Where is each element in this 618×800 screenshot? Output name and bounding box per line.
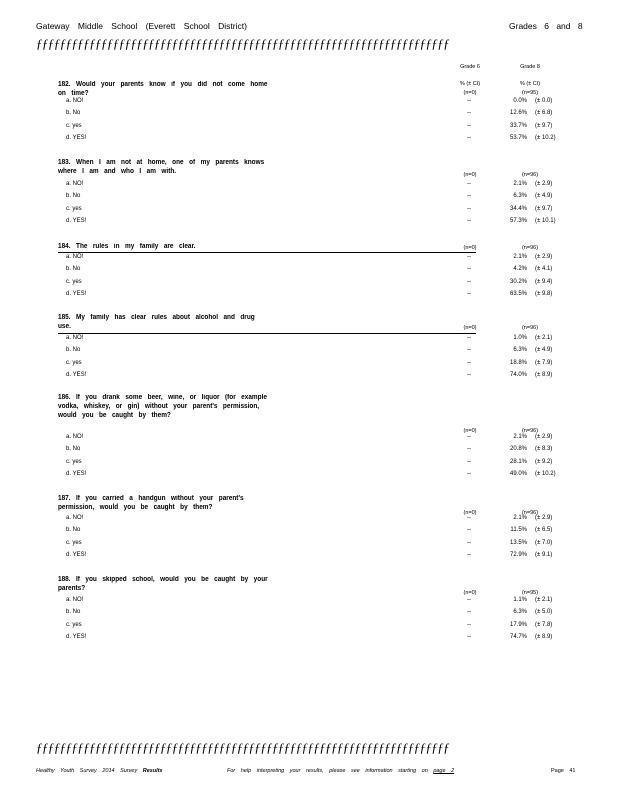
question-wording: Would your parents know if you did not come home on time?: [58, 81, 268, 97]
response-label: b. No: [66, 609, 81, 616]
question-number: 185.: [58, 314, 71, 321]
grade8-ci: (± 9.8): [535, 291, 553, 298]
grade8-percent: 17.9%: [509, 621, 527, 628]
grade6-value: --: [467, 110, 471, 117]
response-row: [0, 459, 618, 471]
school-name: Gateway Middle School (Everett School District): [36, 21, 247, 31]
grade6-value: --: [467, 266, 471, 273]
grade6-value: --: [467, 372, 471, 379]
question-number: 188.: [58, 576, 71, 583]
response-label: d. YES!: [66, 135, 87, 142]
response-row: [0, 609, 618, 621]
question-number: 184.: [58, 243, 71, 250]
grade6-n: (n=0): [463, 90, 477, 96]
pct-ci-header: % (± CI): [519, 81, 541, 87]
response-row: [0, 634, 618, 646]
grade6-value: --: [467, 527, 471, 534]
footer-page-link[interactable]: page 2: [433, 768, 455, 774]
response-row: [0, 135, 618, 147]
grade8-percent: 34.4%: [509, 205, 527, 212]
grade8-percent: 57.3%: [509, 218, 527, 225]
response-label: d. YES!: [66, 291, 87, 298]
grade6-value: --: [467, 278, 471, 285]
question-text: [58, 80, 270, 98]
response-label: a. NO!: [66, 597, 84, 603]
grade8-n: (n=95): [521, 590, 539, 596]
question-text: [58, 158, 270, 176]
response-row: [0, 279, 618, 291]
response-label: a. NO!: [66, 98, 84, 104]
grade8-ci: (± 4.1): [535, 266, 553, 273]
section-rule: [58, 252, 476, 253]
response-row: [0, 434, 618, 446]
response-label: c. yes: [66, 359, 82, 366]
grade6-n: (n=0): [463, 428, 477, 434]
response-row: [0, 540, 618, 552]
response-row: [0, 335, 618, 347]
response-row: [0, 291, 618, 303]
response-row: [0, 98, 618, 110]
grade6-value: --: [467, 347, 471, 354]
grade8-ci: (± 2.9): [535, 254, 553, 260]
grade8-percent: 74.0%: [509, 372, 527, 379]
response-row: [0, 446, 618, 458]
grade8-percent: 1.1%: [513, 597, 527, 603]
response-label: c. yes: [66, 539, 82, 546]
pct-ci-header: % (± CI): [459, 81, 481, 87]
footer-results: Results: [142, 768, 163, 774]
grade6-value: --: [467, 434, 471, 440]
grade8-ci: (± 2.9): [535, 434, 553, 440]
response-label: b. No: [66, 527, 81, 534]
grade8-percent: 11.5%: [510, 527, 527, 534]
bottom-divider: ƒƒƒƒƒƒƒƒƒƒƒƒƒƒƒƒƒƒƒƒƒƒƒƒƒƒƒƒƒƒƒƒƒƒƒƒƒƒƒƒƒƒƒƒƒƒƒƒƒƒƒƒƒƒƒƒƒƒƒƒƒƒƒƒƒƒƒƒƒƒ: [36, 740, 450, 755]
grade8-percent: 28.1%: [509, 458, 527, 465]
grade6-value: --: [467, 471, 471, 478]
grade8-n: (n=96): [521, 172, 539, 178]
grade8-percent: 30.2%: [509, 278, 527, 285]
grade8-percent: 72.9%: [509, 552, 527, 559]
response-label: c. yes: [66, 621, 82, 628]
response-label: c. yes: [66, 205, 82, 212]
footer-survey: Healthy Youth Survey 2014 Survey: [36, 768, 138, 774]
grade6-value: --: [467, 135, 471, 142]
response-label: a. NO!: [66, 181, 84, 187]
response-label: b. No: [66, 193, 81, 200]
grade8-percent: 74.7%: [509, 634, 527, 641]
response-label: d. YES!: [66, 471, 87, 478]
response-row: [0, 372, 618, 384]
question-wording: My family has clear rules about alcohol and drug use.: [58, 314, 255, 330]
top-divider: ƒƒƒƒƒƒƒƒƒƒƒƒƒƒƒƒƒƒƒƒƒƒƒƒƒƒƒƒƒƒƒƒƒƒƒƒƒƒƒƒƒƒƒƒƒƒƒƒƒƒƒƒƒƒƒƒƒƒƒƒƒƒƒƒƒƒƒƒƒƒ: [36, 36, 450, 51]
question-number: 182.: [58, 81, 71, 88]
grade6-n: (n=0): [463, 510, 477, 516]
response-label: b. No: [66, 347, 81, 354]
response-row: [0, 622, 618, 634]
response-row: [0, 181, 618, 193]
response-label: d. YES!: [66, 634, 87, 641]
grade8-ci: (± 8.9): [535, 634, 553, 641]
response-label: b. No: [66, 266, 81, 273]
grade8-percent: 53.7%: [509, 135, 527, 142]
question-wording: If you carried a handgun without your parent's permission, would you be caught by them?: [58, 495, 244, 511]
response-row: [0, 206, 618, 218]
response-row: [0, 193, 618, 205]
grade8-percent: 6.3%: [513, 347, 527, 354]
response-row: [0, 123, 618, 135]
grade6-n: (n=0): [463, 590, 477, 596]
grade6-header: Grade 6: [460, 64, 480, 70]
grade8-ci: (± 9.7): [535, 205, 553, 212]
grade8-n: (n=96): [521, 510, 539, 516]
response-row: [0, 110, 618, 122]
grade6-value: --: [467, 98, 471, 104]
response-row: [0, 527, 618, 539]
grade6-value: --: [467, 335, 471, 341]
response-row: [0, 597, 618, 609]
grade6-value: --: [467, 552, 471, 559]
response-label: d. YES!: [66, 372, 87, 379]
grade8-percent: 63.5%: [509, 291, 527, 298]
grade8-percent: 2.1%: [513, 181, 527, 187]
grade6-n: (n=0): [463, 325, 477, 331]
grade8-header: Grade 8: [520, 64, 540, 70]
grade6-n: (n=0): [463, 172, 477, 178]
grade8-ci: (± 8.9): [535, 372, 553, 379]
grade8-percent: 2.1%: [513, 515, 527, 521]
grade8-ci: (± 8.3): [535, 446, 553, 453]
grades-label: Grades 6 and 8: [509, 21, 583, 31]
grade6-value: --: [467, 359, 471, 366]
grade8-percent: 6.3%: [513, 193, 527, 200]
grade6-value: --: [467, 205, 471, 212]
grade8-n: (n=95): [521, 90, 539, 96]
question-wording: When I am not at home, one of my parents knows where I am and who I am with.: [58, 159, 265, 175]
grade8-ci: (± 7.8): [535, 621, 553, 628]
response-label: a. NO!: [66, 335, 84, 341]
response-label: c. yes: [66, 458, 82, 465]
grade8-ci: (± 10.2): [535, 471, 556, 478]
grade8-percent: 20.8%: [509, 446, 527, 453]
response-label: c. yes: [66, 122, 82, 129]
grade6-value: --: [467, 539, 471, 546]
grade8-ci: (± 6.5): [535, 527, 553, 534]
grade6-value: --: [467, 609, 471, 616]
grade8-percent: 18.8%: [509, 359, 527, 366]
grade8-ci: (± 2.1): [535, 335, 553, 341]
question-number: 187.: [58, 495, 71, 502]
response-label: d. YES!: [66, 552, 87, 559]
grade6-value: --: [467, 634, 471, 641]
grade6-value: --: [467, 193, 471, 200]
grade6-value: --: [467, 181, 471, 187]
grade8-percent: 2.1%: [513, 434, 527, 440]
grade8-percent: 0.0%: [513, 98, 527, 104]
grade8-percent: 4.2%: [513, 266, 527, 273]
response-row: [0, 266, 618, 278]
grade6-n: (n=0): [463, 245, 477, 251]
grade8-percent: 2.1%: [513, 254, 527, 260]
response-row: [0, 254, 618, 266]
grade8-ci: (± 9.2): [535, 458, 553, 465]
footer-help-text: For help interpreting your results, please see information starting on: [227, 768, 428, 774]
response-label: b. No: [66, 110, 81, 117]
question-text: [58, 242, 270, 251]
grade8-ci: (± 9.1): [535, 552, 553, 559]
response-label: a. NO!: [66, 434, 84, 440]
question-text: [58, 313, 270, 331]
response-label: b. No: [66, 446, 81, 453]
grade8-percent: 49.0%: [509, 471, 527, 478]
section-rule: [58, 333, 476, 334]
grade6-value: --: [467, 621, 471, 628]
grade8-ci: (± 0.0): [535, 98, 553, 104]
grade8-ci: (± 10.1): [535, 218, 556, 225]
question-wording: If you skipped school, would you be caught by your parents?: [58, 576, 268, 592]
grade6-value: --: [467, 122, 471, 129]
question-text: [58, 575, 270, 593]
question-wording: The rules in my family are clear.: [76, 243, 196, 250]
grade6-value: --: [467, 218, 471, 225]
grade8-percent: 13.5%: [509, 539, 527, 546]
grade8-ci: (± 6.8): [535, 110, 553, 117]
grade8-ci: (± 10.2): [535, 135, 556, 142]
grade6-value: --: [467, 446, 471, 453]
grade8-percent: 1.0%: [513, 335, 527, 341]
grade6-value: --: [467, 291, 471, 298]
response-row: [0, 471, 618, 483]
grade8-ci: (± 9.4): [535, 278, 553, 285]
grade8-ci: (± 5.0): [535, 609, 553, 616]
response-label: a. NO!: [66, 515, 84, 521]
grade8-ci: (± 4.9): [535, 193, 553, 200]
response-label: c. yes: [66, 278, 82, 285]
grade8-ci: (± 2.9): [535, 515, 553, 521]
grade8-ci: (± 7.9): [535, 359, 553, 366]
response-label: d. YES!: [66, 218, 87, 225]
question-number: 183.: [58, 159, 71, 166]
page-number: Page 41: [551, 768, 576, 774]
response-row: [0, 515, 618, 527]
grade8-ci: (± 2.1): [535, 597, 553, 603]
grade8-percent: 6.3%: [513, 609, 527, 616]
grade8-ci: (± 7.0): [535, 539, 553, 546]
grade6-value: --: [467, 515, 471, 521]
grade8-ci: (± 4.9): [535, 347, 553, 354]
grade8-ci: (± 2.9): [535, 181, 553, 187]
grade8-percent: 12.6%: [509, 110, 527, 117]
question-number: 186.: [58, 394, 71, 401]
grade8-n: (n=96): [521, 428, 539, 434]
response-row: [0, 347, 618, 359]
grade6-value: --: [467, 254, 471, 260]
response-row: [0, 360, 618, 372]
grade6-value: --: [467, 597, 471, 603]
question-text: [58, 494, 270, 512]
response-label: a. NO!: [66, 254, 84, 260]
question-wording: If you drank some beer, wine, or liquor (for example vodka, whiskey, or gin) without your parent's permission, would you be caught by them?: [58, 394, 267, 419]
response-row: [0, 218, 618, 230]
grade6-value: --: [467, 458, 471, 465]
question-text: [58, 393, 270, 420]
grade8-n: (n=96): [521, 325, 539, 331]
grade8-n: (n=96): [521, 245, 539, 251]
grade8-ci: (± 9.7): [535, 122, 553, 129]
response-row: [0, 552, 618, 564]
grade8-percent: 33.7%: [509, 122, 527, 129]
